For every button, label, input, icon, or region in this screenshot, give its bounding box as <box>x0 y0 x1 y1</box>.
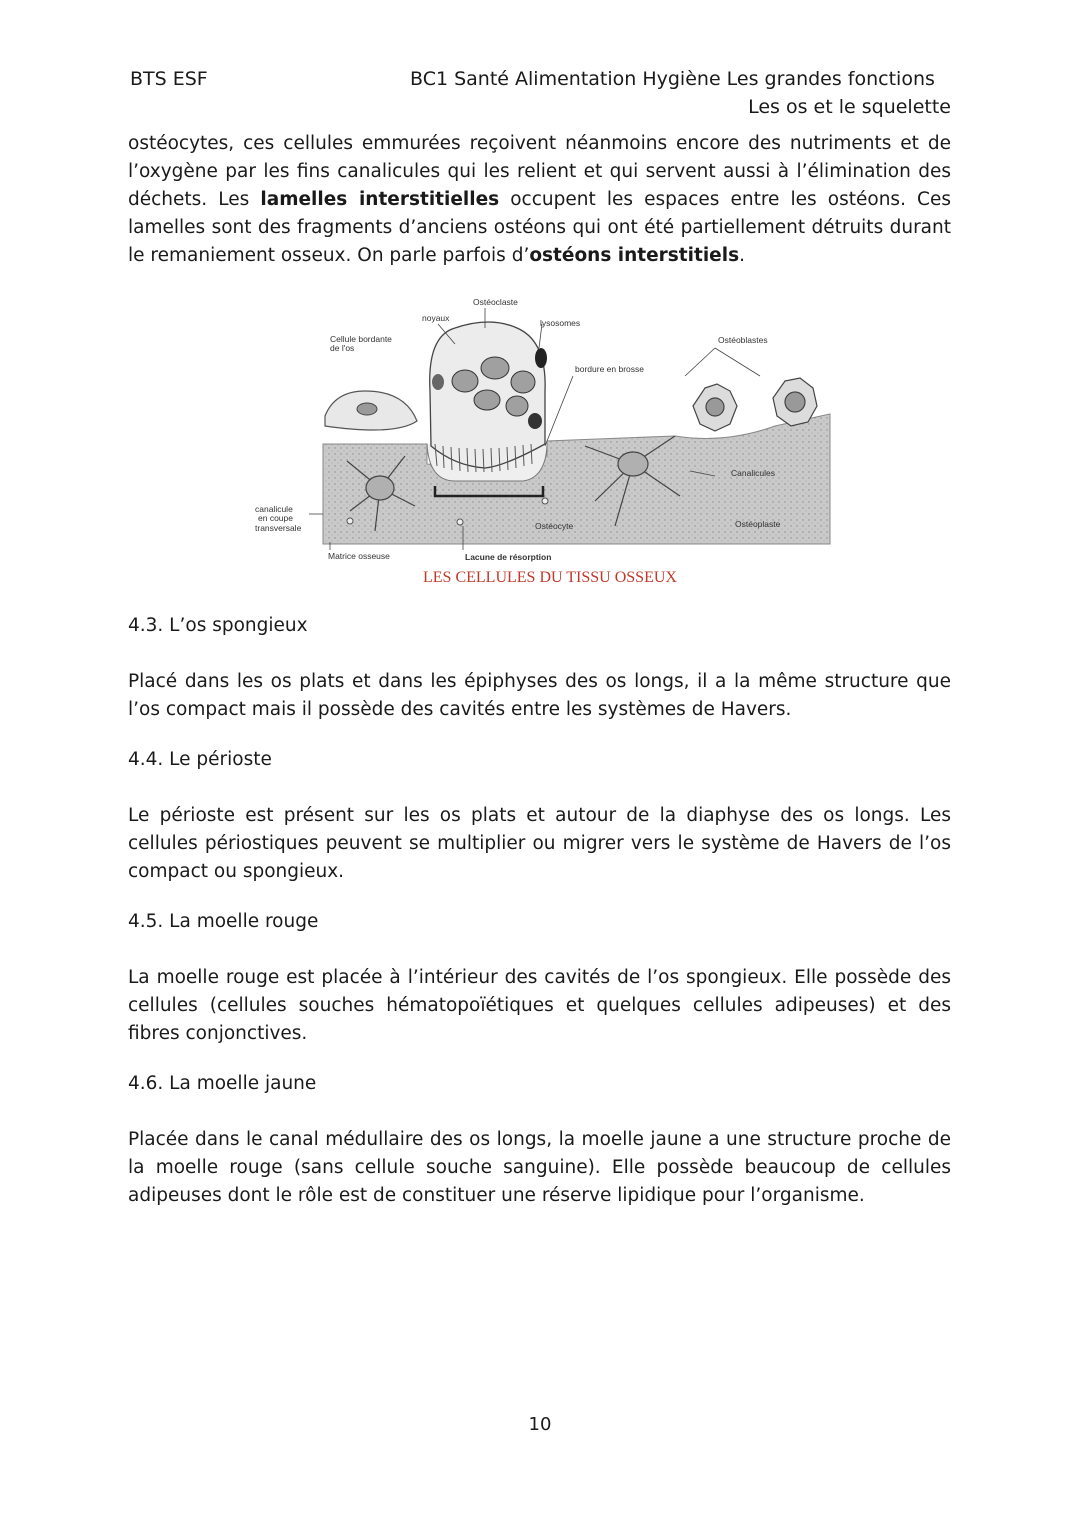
label-cellule-bordante-1: Cellule bordante <box>330 334 392 344</box>
header-left: BTS ESF <box>130 68 208 90</box>
osteoclast-nucleus <box>506 396 528 416</box>
osteoclast-nucleus <box>452 370 478 392</box>
page-number: 10 <box>528 1414 552 1435</box>
label-canalicules: Canalicules <box>731 468 775 478</box>
osteoblast-1 <box>693 384 737 431</box>
label-osteoclaste: Ostéoclaste <box>473 297 518 307</box>
paragraph-moelle-rouge: La moelle rouge est placée à l’intérieur des cavités de l’os spongieux. Elle possède des cellules (cellules souches hématopoïétiques et quelques cellules adipeuses) et des fibres conjonctives. <box>128 967 951 1044</box>
label-osteoplaste: Ostéoplaste <box>735 519 781 529</box>
lysosome <box>432 374 444 390</box>
term-lamelles-interstitielles: lamelles interstitielles <box>260 189 500 210</box>
label-osteocyte: Ostéocyte <box>535 521 574 531</box>
canalicule-section <box>347 518 353 524</box>
intro-text-2: occupent les espaces entre les ostéons. Ces lamelles sont des fragments d’anciens ostéons qui ont été partiellement détruits durant le remaniement osseux. On parle parfois d’ <box>128 189 951 266</box>
heading-moelle-jaune: 4.6. La moelle jaune <box>128 1073 317 1094</box>
label-lacune: Lacune de résorption <box>465 552 552 562</box>
header-center: BC1 Santé Alimentation Hygiène Les grandes fonctions <box>410 68 935 90</box>
lysosome <box>535 348 547 368</box>
bone-cells-diagram <box>255 296 840 592</box>
heading-moelle-rouge: 4.5. La moelle rouge <box>128 911 319 932</box>
osteoclast-nucleus <box>481 357 509 379</box>
label-lysosomes: lysosomes <box>540 318 581 328</box>
canalicule-section <box>542 498 548 504</box>
label-osteoblastes: Ostéoblastes <box>718 335 768 345</box>
label-matrice: Matrice osseuse <box>328 551 390 561</box>
intro-text-1: ostéocytes, ces cellules emmurées reçoivent néanmoins encore des nutriments et de l’oxygène par les fins canalicules qui les relient et qui servent aussi à l’élimination des déchets. Les <box>128 133 951 210</box>
osteoclast-nucleus <box>474 390 500 410</box>
bone-cells-figure <box>255 296 840 592</box>
term-osteons-interstitiels: ostéons interstitiels <box>529 245 740 266</box>
intro-text-3: . <box>739 245 745 266</box>
label-canalicule-3: transversale <box>255 523 302 533</box>
canalicule-section <box>457 519 463 525</box>
heading-os-spongieux: 4.3. L’os spongieux <box>128 615 308 636</box>
lining-cell-nucleus <box>357 403 377 415</box>
label-bordure: bordure en brosse <box>575 364 644 374</box>
heading-perioste: 4.4. Le périoste <box>128 749 272 770</box>
paragraph-perioste: Le périoste est présent sur les os plats et autour de la diaphyse des os longs. Les cellules périostiques peuvent se multiplier ou migrer vers le système de Havers de l’os compact ou spongieux. <box>128 805 951 882</box>
header-right: Les os et le squelette <box>748 96 951 118</box>
intro-paragraph <box>128 130 951 270</box>
label-cellule-bordante-2: de l'os <box>330 343 355 353</box>
label-canalicule-2: en coupe <box>258 513 293 523</box>
osteoclast-nucleus <box>511 371 535 393</box>
figure-title: LES CELLULES DU TISSU OSSEUX <box>423 569 677 586</box>
lysosome <box>528 413 542 429</box>
label-noyaux: noyaux <box>422 313 450 323</box>
osteoblast-2 <box>773 378 817 426</box>
paragraph-os-spongieux: Placé dans les os plats et dans les épiphyses des os longs, il a la même structure que l’os compact mais il possède des cavités entre les systèmes de Havers. <box>128 671 951 720</box>
paragraph-moelle-jaune: Placée dans le canal médullaire des os longs, la moelle jaune a une structure proche de la moelle rouge (sans cellule souche sanguine). Elle possède beaucoup de cellules adipeuses dont le rôle est de constituer une réserve lipidique pour l’organisme. <box>128 1129 951 1206</box>
label-canalicule-1: canalicule <box>255 504 293 514</box>
